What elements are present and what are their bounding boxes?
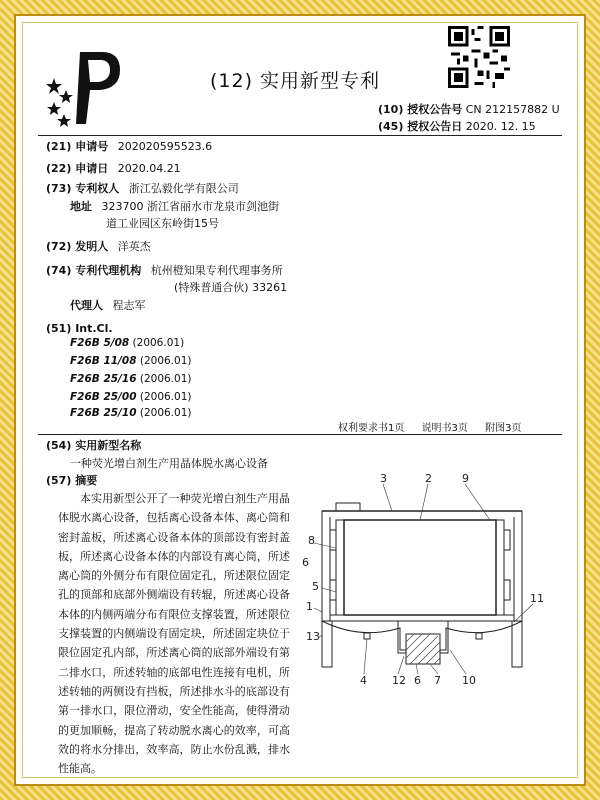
owner-address: 地址 323700 浙江省丽水市龙泉市剑池街 [70,200,279,213]
part-label: 10 [462,674,476,687]
ipc-entry: F26B 25/10 (2006.01) [70,407,192,419]
application-number: (21) 申请号 202020595523.6 [46,140,213,153]
pub-no-label: (10) 授权公告号 [378,103,463,116]
drawing-body [322,503,522,667]
part-label: 9 [462,472,469,485]
patent-owner: (73) 专利权人 浙江弘毅化学有限公司 [46,182,239,195]
part-label: 12 [392,674,406,687]
section-divider [38,434,562,435]
qr-code [448,26,510,88]
publication-number [378,101,560,117]
header-divider [38,135,562,136]
drawing-pages: 附图3页 [485,423,522,434]
int-cl-label: (51) Int.Cl. [46,322,113,335]
part-label: 2 [425,472,432,485]
pub-no-value: CN 212157882 U [465,103,560,116]
patent-agency-line2: (特殊普通合伙) 33261 [174,281,288,294]
claims-pages: 权利要求书1页 [338,423,405,434]
description-pages: 说明书3页 [421,423,468,434]
owner-address-line2: 道工业园区东岭街15号 [106,217,219,230]
abstract-text: 本实用新型公开了一种荧光增白剂生产用晶体脱水离心设备，包括离心设备本体、离心筒和密封盖板，所述离心设备本体的顶部设有密封盖板，所述离心设备本体的内部设有离心筒，所述离心筒的外侧分布有限位固定孔，所述限位固定孔的顶部和底部外侧端设有转辊，所述离心设备本体的内侧两端分布有限位支撑装置，所述限位支撑装置的内侧端设有固定块，所述固定块位于限位固定孔内部，所述离心筒的底部外端设有第二排水口，所述转轴的底部电性连接有电机，所述转轴的两侧设有挡板，所述排水斗的底部设有第一排水口，限位滑动，安全性能高，使得滑动的更加顺畅，提高了转动脱水离心的效率，可高效的将水分排出，效率高，防止水份乱溅，排水性能高。 [58,492,290,776]
ipc-entry: F26B 25/16 (2006.01) [70,373,192,385]
document-title: (12) 实用新型专利 [210,70,381,92]
part-label: 3 [380,472,387,485]
utility-name: 一种荧光增白剂生产用晶体脱水离心设备 [70,457,268,470]
part-label: 6 [414,674,421,687]
pub-date-value: 2020. 12. 15 [465,120,536,133]
part-label: 11 [530,592,544,605]
application-date: (22) 申请日 2020.04.21 [46,162,181,175]
cnipa-logo [42,44,128,130]
part-label: 13 [306,630,320,643]
patent-agency: (74) 专利代理机构 杭州橙知果专利代理事务所 [46,264,283,277]
part-label: 6 [302,556,309,569]
utility-name-label: (54) 实用新型名称 [46,439,142,452]
part-label: 1 [306,600,313,613]
agent: 代理人 程志军 [70,299,146,312]
pub-date-label: (45) 授权公告日 [378,120,463,133]
abstract-label: (57) 摘要 [46,474,98,487]
ipc-entry: F26B 25/00 (2006.01) [70,391,192,403]
part-label: 7 [434,674,441,687]
ipc-entry: F26B 5/08 (2006.01) [70,337,185,349]
publication-date [378,118,536,134]
inventor: (72) 发明人 洋英杰 [46,240,151,253]
part-label: 4 [360,674,367,687]
ipc-entry: F26B 11/08 (2006.01) [70,355,192,367]
part-label: 8 [308,534,315,547]
technical-drawing [300,470,562,700]
page-counts [338,419,536,434]
part-label: 5 [312,580,319,593]
